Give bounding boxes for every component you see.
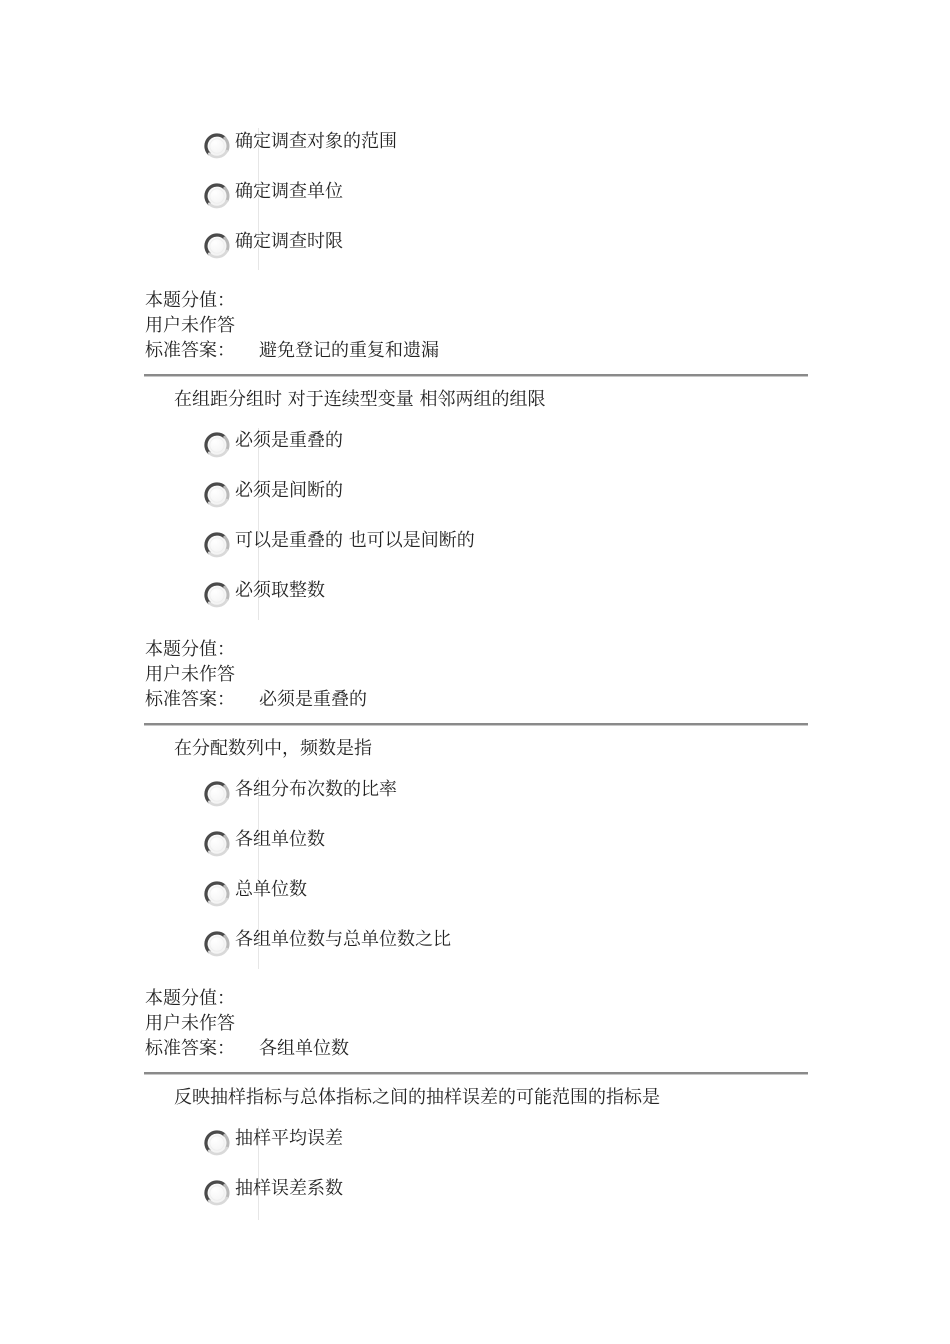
question-meta [145,637,367,712]
standard-answer-label: 标准答案： [145,689,235,710]
answer-status: 用户未作答 [145,664,235,685]
radio-button-icon[interactable] [204,1179,232,1207]
radio-button-icon[interactable] [204,481,232,509]
standard-answer-value: 避免登记的重复和遗漏 [259,340,439,361]
radio-button-icon[interactable] [204,232,232,260]
question-prompt: 反映抽样指标与总体指标之间的抽样误差的可能范围的指标是 [174,1087,660,1108]
option-label: 确定调查对象的范围 [235,131,397,152]
radio-button-icon[interactable] [204,531,232,559]
option-label: 抽样平均误差 [235,1128,343,1149]
question-prompt: 在组距分组时 对于连续型变量 相邻两组的组限 [174,389,546,410]
question-divider [144,374,808,377]
option-label: 各组单位数 [235,829,325,850]
radio-button-icon[interactable] [204,132,232,160]
option-label: 各组单位数与总单位数之比 [235,929,451,950]
standard-answer-label: 标准答案： [145,340,235,361]
question-meta [145,288,439,363]
option-label: 各组分布次数的比率 [235,779,397,800]
radio-button-icon[interactable] [204,581,232,609]
standard-answer-value: 各组单位数 [259,1038,349,1059]
radio-button-icon[interactable] [204,431,232,459]
question-divider [144,723,808,726]
option-label: 抽样误差系数 [235,1178,343,1199]
option-label: 必须是间断的 [235,480,343,501]
option-label: 总单位数 [235,879,307,900]
score-label: 本题分值： [145,290,235,311]
score-label: 本题分值： [145,988,235,1009]
standard-answer-value: 必须是重叠的 [259,689,367,710]
answer-status: 用户未作答 [145,315,235,336]
radio-button-icon[interactable] [204,930,232,958]
option-label: 确定调查时限 [235,231,343,252]
standard-answer-label: 标准答案： [145,1038,235,1059]
option-label: 必须取整数 [235,580,325,601]
question-meta [145,986,349,1061]
answer-status: 用户未作答 [145,1013,235,1034]
radio-button-icon[interactable] [204,1129,232,1157]
radio-button-icon[interactable] [204,830,232,858]
option-label: 可以是重叠的 也可以是间断的 [235,530,475,551]
option-label: 必须是重叠的 [235,430,343,451]
question-divider [144,1072,808,1075]
radio-button-icon[interactable] [204,880,232,908]
radio-button-icon[interactable] [204,182,232,210]
score-label: 本题分值： [145,639,235,660]
question-prompt: 在分配数列中，频数是指 [174,738,372,759]
radio-button-icon[interactable] [204,780,232,808]
option-label: 确定调查单位 [235,181,343,202]
